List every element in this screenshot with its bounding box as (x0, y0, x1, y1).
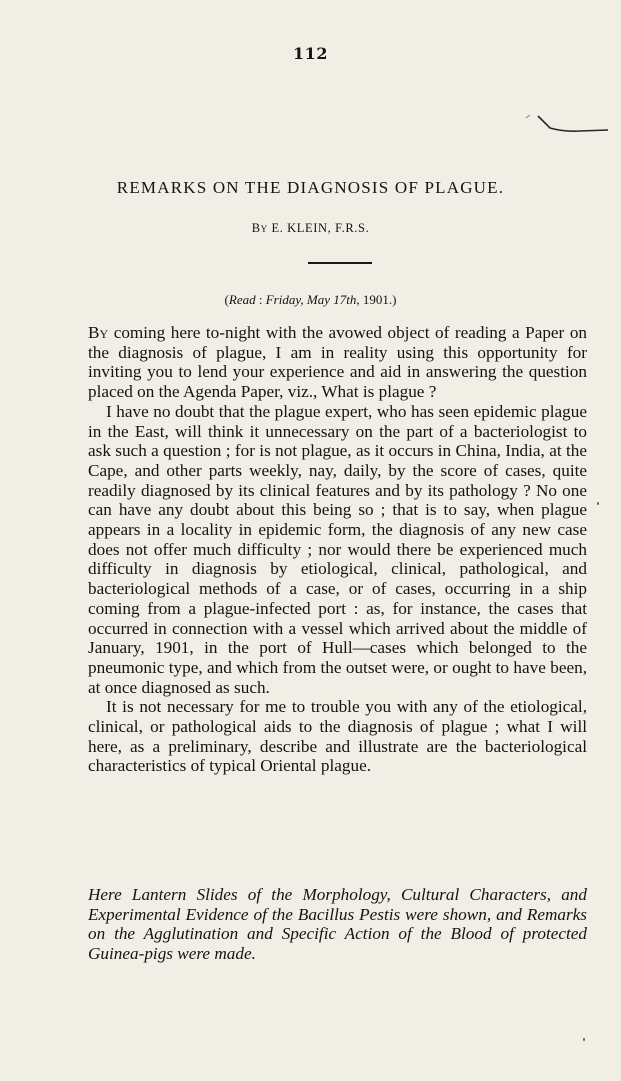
body-paragraph-3: It is not necessary for me to trouble you with any of the etiological, clinical, or pathological aids to the diagnosis of plague ; what I will here, as a preliminary, describe and illustrate are the bacteriological characteristics of typical Oriental plague. (88, 697, 587, 776)
author-byline (0, 221, 621, 236)
paper-speck (597, 502, 599, 505)
byline-prefix: By (251, 221, 268, 235)
article-title: REMARKS ON THE DIAGNOSIS OF PLAGUE. (116, 178, 505, 197)
body-paragraph-1-text: coming here to-night with the avowed object of reading a Paper on the diagnosis of plague, I am in reality using this opportunity for inviting you to lend your experience and aid in answering the question placed on the Agenda Paper, viz., What is plague ? (88, 323, 588, 402)
lead-word: By (88, 323, 109, 342)
body-paragraph-2: I have no doubt that the plague expert, who has seen epidemic plague in the East, will think it unnecessary on the part of a bacteriologist to ask such a question ; for is not plague, as it occurs in China, India, at the Cape, and other parts weekly, nay, daily, by the score of cases, quite readily diagnosed by its clinical features and by its pathology ? No one can have any doubt about this being so ; that is to say, when plague appears in a locality in epidemic form, the diagnosis of any new case does not offer much difficulty ; nor would there be experienced much difficulty in diagnosis by etiological, clinical, pathological, and bacteriological methods of a case, or of cases, occurring in a ship coming from a plague-infected port : as, for instance, the cases that occurred in connection with a vessel which arrived about the middle of January, 1901, in the port of Hull—cases which belonged to the pneumonic type, and which from the outset were, or ought to have been, at once diagnosed as such. (88, 401, 587, 697)
page-number: 112 (293, 44, 328, 63)
pencil-mark-icon (520, 112, 610, 142)
read-label: Read (228, 292, 256, 307)
paper-speck (583, 1038, 585, 1041)
author-name: E. KLEIN, F.R.S. (271, 221, 370, 235)
article-body (88, 323, 587, 776)
read-date-line: (Read : Friday, May 17th, 1901.) (224, 292, 397, 307)
read-year: 1901. (362, 292, 393, 307)
body-paragraph-1 (88, 323, 587, 402)
title-divider (308, 262, 372, 264)
read-date: Friday, May 17th (265, 292, 357, 307)
editorial-note: Here Lantern Slides of the Morphology, Cultural Characters, and Experimental Evidence of the Bacillus Pestis were shown, and Remarks on the Agglutination and Specific Action of the Blood of protected Guinea-pigs were made. (88, 885, 587, 964)
